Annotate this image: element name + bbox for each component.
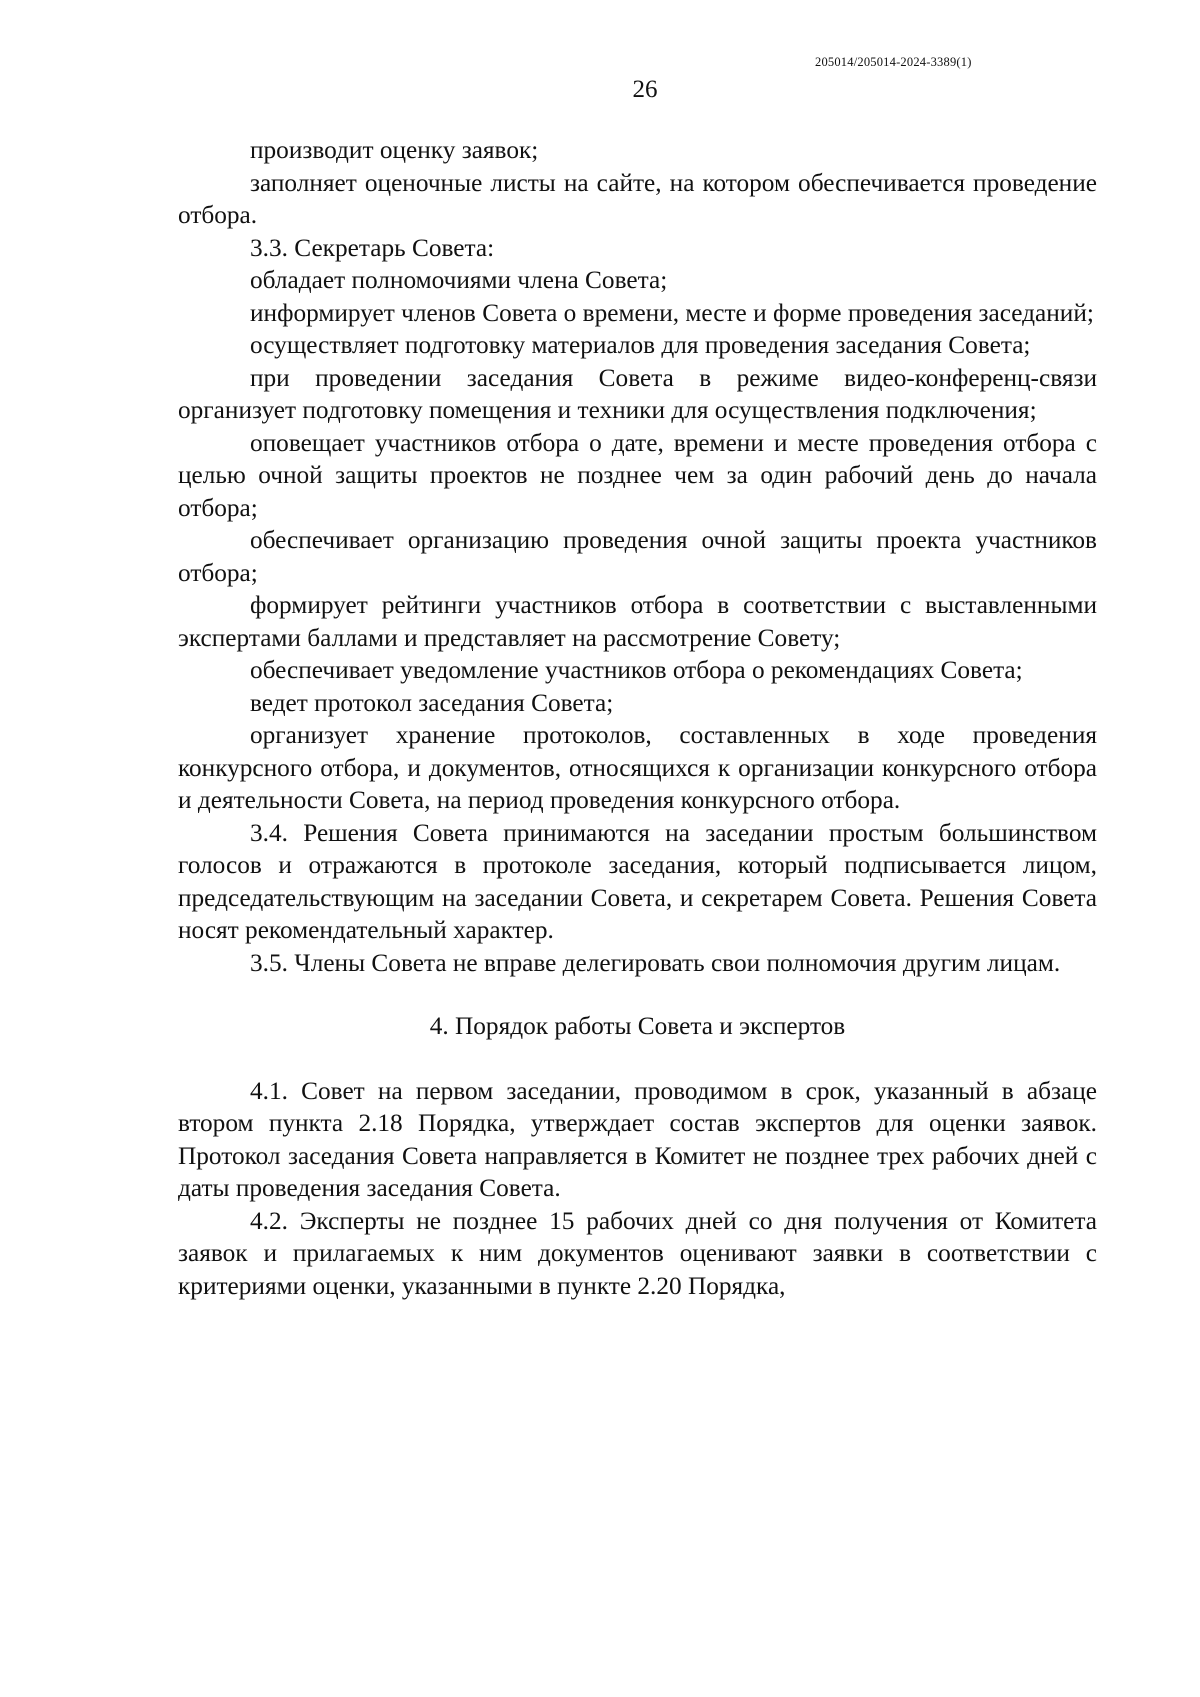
paragraph: заполняет оценочные листы на сайте, на котором обеспечивается проведение отбора.	[178, 168, 1097, 229]
clause-paragraph: 4.1. Совет на первом заседании, проводимом в срок, указанный в абзаце втором пункта 2.18 Порядка, утверждает состав экспертов для оценки заявок. Протокол заседания Совета направляется в Комитет не позднее трех рабочих дней с даты проведения заседания Совета.	[178, 1076, 1097, 1202]
document-body	[178, 134, 1097, 1302]
paragraph: производит оценку заявок;	[250, 136, 539, 164]
page-number: 26	[632, 76, 658, 103]
paragraph: обладает полномочиями члена Совета;	[250, 266, 668, 294]
clause-heading: 3.3. Секретарь Совета:	[250, 233, 495, 262]
paragraph: осуществляет подготовку материалов для проведения заседания Совета;	[250, 331, 1031, 359]
clause-paragraph: 3.4. Решения Совета принимаются на заседании простым большинством голосов и отражаются в протоколе заседания, который подписывается лицом, председательствующим на заседании Совета, и секретарем Совета. Решения Совета носят рекомендательный характер.	[178, 818, 1097, 944]
paragraph: ведет протокол заседания Совета;	[250, 688, 614, 717]
paragraph: оповещает участников отбора о дате, времени и месте проведения отбора с целью очной защиты проектов не позднее чем за один рабочий день до начала отбора;	[178, 428, 1097, 522]
paragraph: при проведении заседания Совета в режиме видео-конференц-связи организует подготовку помещения и техники для осуществления подключения;	[178, 363, 1097, 424]
paragraph: обеспечивает организацию проведения очной защиты проекта участников отбора;	[178, 526, 1097, 587]
document-id: 205014/205014-2024-3389(1)	[815, 55, 972, 69]
paragraph: информирует членов Совета о времени, месте и форме проведения заседаний;	[250, 298, 1094, 327]
paragraph: обеспечивает уведомление участников отбора о рекомендациях Совета;	[250, 656, 1023, 684]
clause-paragraph: 4.2. Эксперты не позднее 15 рабочих дней со дня получения от Комитета заявок и прилагаемых к ним документов оценивают заявки в соответствии с критериями оценки, указанными в пункте 2.20 Порядка,	[178, 1206, 1097, 1300]
paragraph: формирует рейтинги участников отбора в соответствии с выставленными экспертами баллами и представляет на рассмотрение Совету;	[178, 591, 1097, 652]
clause-paragraph: 3.5. Члены Совета не вправе делегировать свои полномочия другим лицам.	[250, 948, 1061, 977]
paragraph: организует хранение протоколов, составленных в ходе проведения конкурсного отбора, и документов, относящихся к организации конкурсного отбора и деятельности Совета, на период проведения конкурсного отбора.	[178, 721, 1097, 814]
section-heading: 4. Порядок работы Совета и экспертов	[429, 1012, 846, 1040]
